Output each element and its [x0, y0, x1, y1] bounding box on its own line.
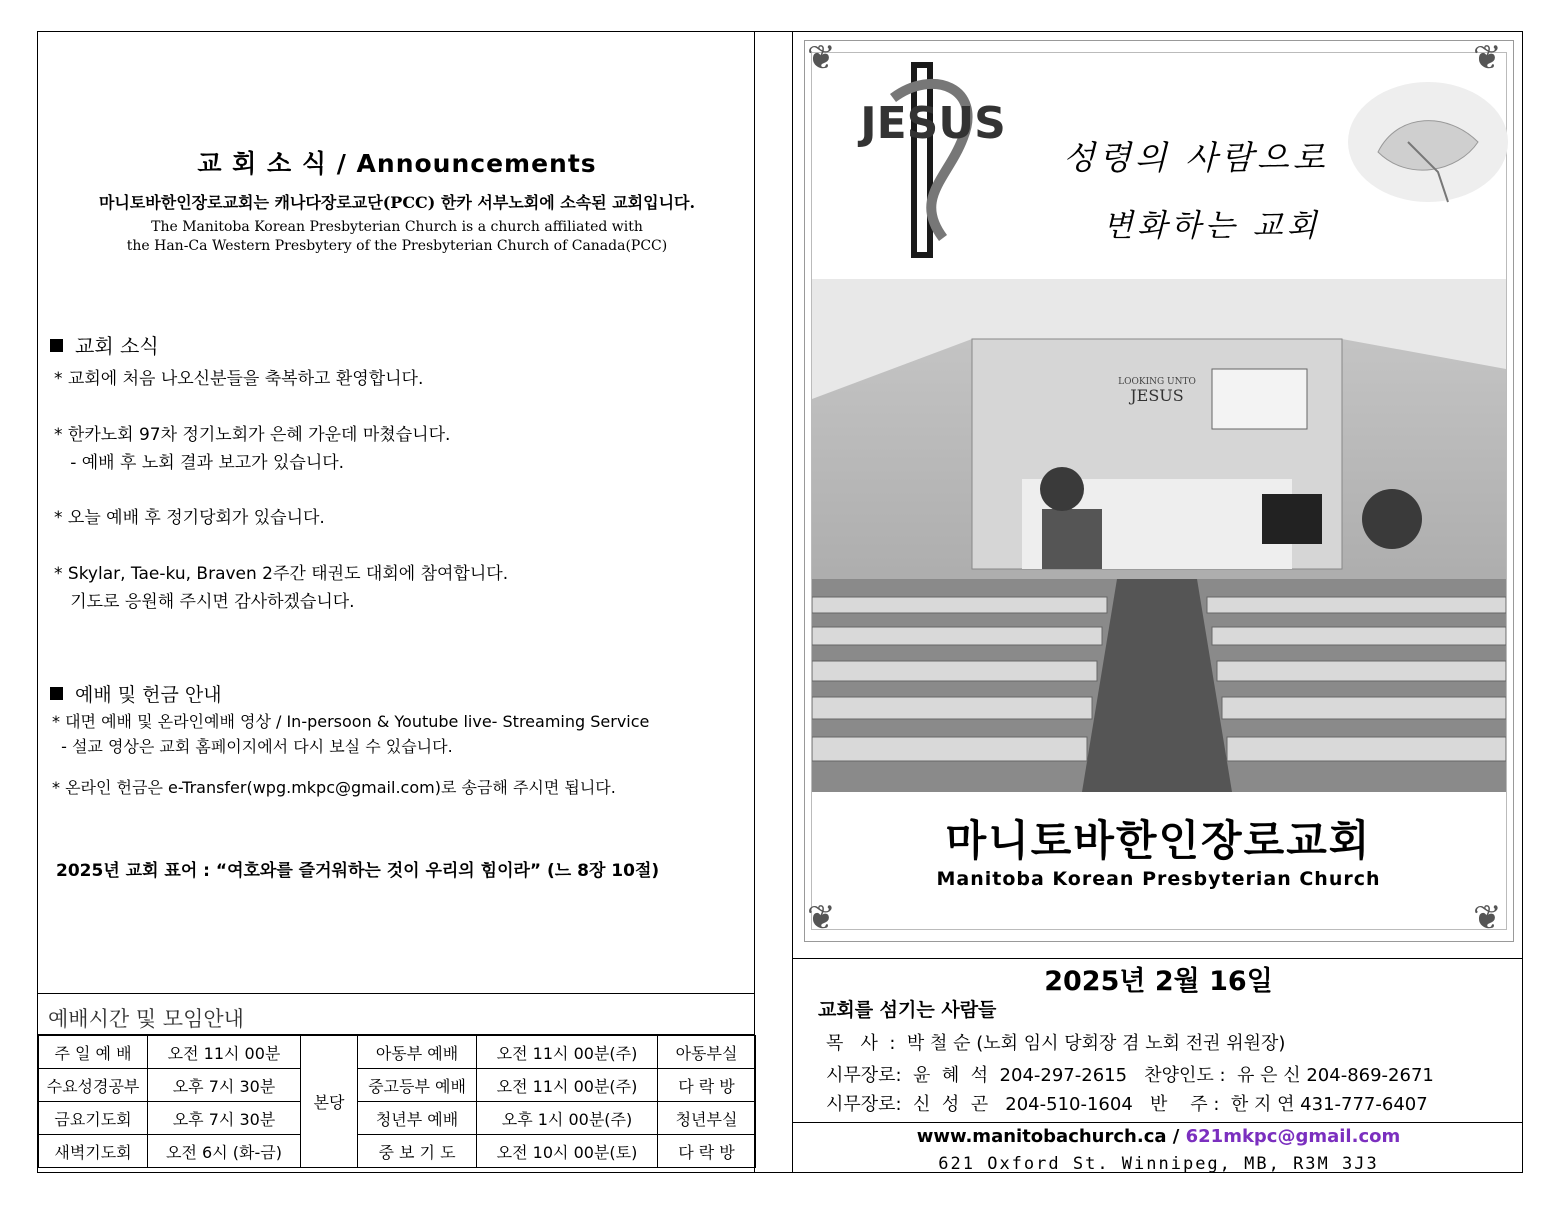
church-news-heading — [50, 330, 159, 359]
worship-item: * 온라인 헌금은 e-Transfer(wpg.mkpc@gmail.com)로 송금해 주시면 됩니다. — [52, 778, 616, 797]
group-name: 중 보 기 도 — [358, 1135, 477, 1168]
church-address: 621 Oxford St. Winnipeg, MB, R3M 3J3 — [938, 1154, 1379, 1174]
group-place: 다 락 방 — [658, 1135, 756, 1168]
group-name: 청년부 예배 — [358, 1102, 477, 1135]
table-row — [39, 1069, 756, 1102]
staff-line: 목 사 : 박 철 순 (노회 임시 당회장 겸 노회 전권 위원장) — [826, 1033, 1286, 1054]
email-link[interactable]: 621mkpc@gmail.com — [1185, 1126, 1401, 1147]
praying-hands-image — [1338, 72, 1508, 212]
footer-divider — [793, 1122, 1522, 1123]
staff-title: 교회를 섬기는 사람들 — [818, 999, 997, 1021]
ornament-icon: ❦ — [807, 898, 836, 938]
svg-text:JESUS: JESUS — [1130, 386, 1184, 405]
group-name: 아동부 예배 — [358, 1036, 477, 1069]
ornament-icon: ❦ — [1473, 898, 1502, 938]
group-place: 아동부실 — [658, 1036, 756, 1069]
news-item: * 교회에 처음 나오신분들을 축복하고 환영합니다. — [54, 369, 424, 389]
group-time: 오전 11시 00분(주) — [477, 1036, 658, 1069]
bulletin-date: 2025년 2월 16일 — [1044, 966, 1273, 997]
affiliation-english-line-2: the Han-Ca Western Presbytery of the Presbyterian Church of Canada(PCC) — [126, 238, 668, 254]
group-place: 다 락 방 — [658, 1069, 756, 1102]
affiliation-english — [38, 218, 756, 256]
logo-text: JESUS — [860, 98, 1006, 149]
slogan-line-2: 변화하는 교회 — [1103, 208, 1321, 244]
ornament-icon: ❦ — [1473, 38, 1502, 78]
affiliation-korean: 마니토바한인장로교회는 캐나다장로교단(PCC) 한카 서부노회에 소속된 교회입니다. — [98, 193, 696, 212]
group-place: 청년부실 — [658, 1102, 756, 1135]
table-row — [39, 1102, 756, 1135]
staff-line: 시무장로: 윤 혜 석 204-297-2615 찬양인도 : 유 은 신 204-869-2671 — [826, 1065, 1434, 1086]
worship-offering-heading — [50, 680, 222, 707]
news-item: * 오늘 예배 후 정기당회가 있습니다. — [54, 508, 325, 528]
church-news-heading-text: 교회 소식 — [75, 334, 159, 358]
slogan-line-1: 성령의 사람으로 — [1063, 138, 1329, 177]
service-name: 수요성경공부 — [39, 1069, 148, 1102]
service-location: 본당 — [301, 1036, 358, 1168]
announcements-panel — [37, 31, 755, 1173]
table-row — [39, 1036, 756, 1069]
group-time: 오전 10시 00분(토) — [477, 1135, 658, 1168]
schedule-table — [38, 1035, 756, 1168]
service-name: 새벽기도회 — [39, 1135, 148, 1168]
group-name: 중고등부 예배 — [358, 1069, 477, 1102]
service-name: 주 일 예 배 — [39, 1036, 148, 1069]
ornament-icon: ❦ — [807, 38, 836, 78]
service-time: 오후 7시 30분 — [148, 1069, 301, 1102]
square-bullet-icon — [50, 687, 63, 700]
service-time: 오전 11시 00분 — [148, 1036, 301, 1069]
affiliation-english-line-1: The Manitoba Korean Presbyterian Church is a church affiliated with — [151, 219, 643, 235]
church-name-korean: 마니토바한인장로교회 — [945, 816, 1372, 865]
table-row — [39, 1135, 756, 1168]
contact-line — [793, 1126, 1524, 1147]
group-time: 오후 1시 00분(주) — [477, 1102, 658, 1135]
fold-gutter — [755, 31, 792, 1173]
church-name-english: Manitoba Korean Presbyterian Church — [936, 868, 1381, 890]
news-item: - 예배 후 노회 결과 보고가 있습니다. — [54, 453, 345, 473]
contact-separator: / — [1166, 1126, 1186, 1147]
website-link[interactable]: www.manitobachurch.ca — [916, 1126, 1167, 1147]
news-item: * Skylar, Tae-ku, Braven 2주간 태권도 대회에 참여합니다. — [54, 564, 509, 584]
staff-line: 시무장로: 신 성 곤 204-510-1604 반 주 : 한 지 연 431-777-6407 — [826, 1094, 1428, 1115]
service-time: 오후 7시 30분 — [148, 1102, 301, 1135]
worship-item: - 설교 영상은 교회 홈페이지에서 다시 보실 수 있습니다. — [56, 737, 453, 756]
news-item: * 한카노회 97차 정기노회가 은혜 가운데 마쳤습니다. — [54, 425, 451, 445]
worship-offering-heading-text: 예배 및 헌금 안내 — [75, 684, 222, 706]
jesus-cross-logo — [853, 58, 1013, 263]
service-name: 금요기도회 — [39, 1102, 148, 1135]
schedule-title: 예배시간 및 모임안내 — [48, 1007, 244, 1031]
sanctuary-photo — [812, 279, 1506, 792]
cover-panel — [792, 31, 1523, 1173]
church-motto: 2025년 교회 표어 : “여호와를 즐거워하는 것이 우리의 힘이라” (느 8장 10절) — [56, 861, 660, 881]
news-item: 기도로 응원해 주시면 감사하겠습니다. — [54, 592, 355, 612]
svg-text:LOOKING UNTO: LOOKING UNTO — [1118, 377, 1196, 387]
group-time: 오전 11시 00분(주) — [477, 1069, 658, 1102]
square-bullet-icon — [50, 339, 63, 352]
worship-item: * 대면 예배 및 온라인예배 영상 / In-persoon & Youtube live- Streaming Service — [52, 712, 650, 731]
service-time: 오전 6시 (화-금) — [148, 1135, 301, 1168]
announcements-title: 교 회 소 식 / Announcements — [197, 149, 597, 178]
